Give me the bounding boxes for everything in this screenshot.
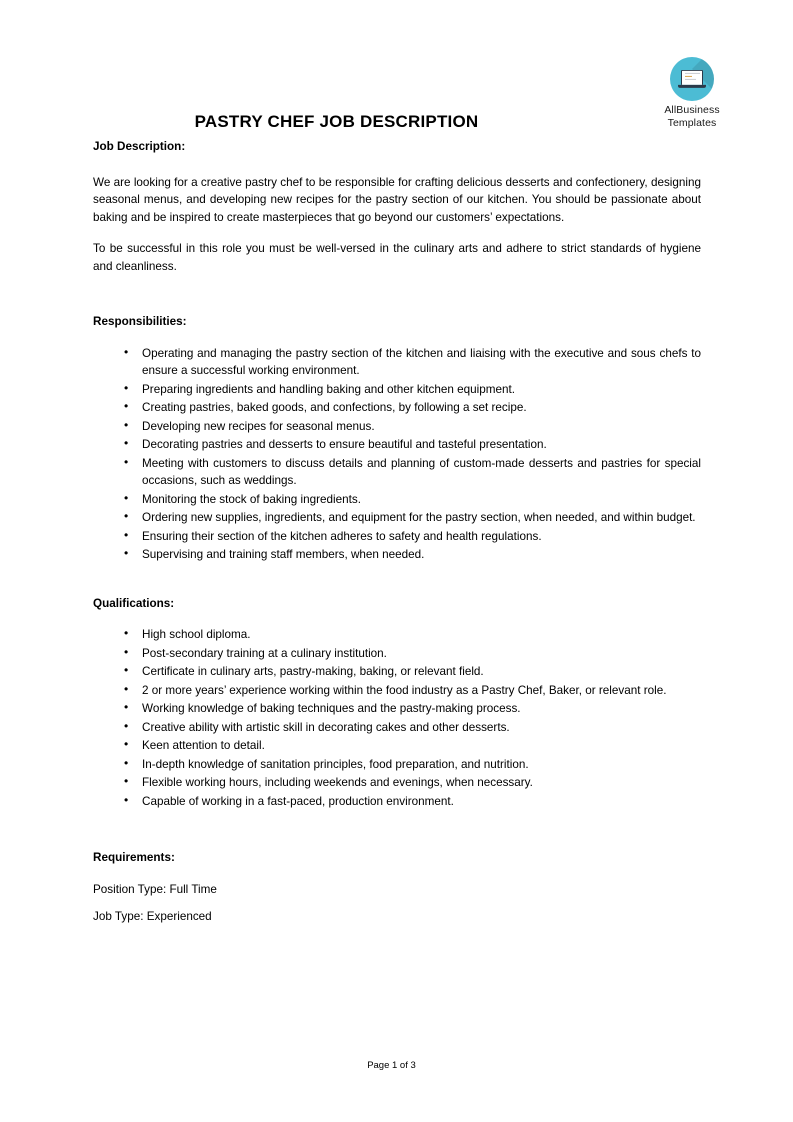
qualifications-list: [93, 626, 701, 810]
laptop-glyph: [678, 70, 706, 88]
list-item: • Post-secondary training at a culinary institution.: [93, 645, 701, 663]
job-description-paragraph-2: To be successful in this role you must be well-versed in the culinary arts and adhere to strict standards of hygiene and cleanliness.: [93, 242, 701, 273]
laptop-screen-line-3: [685, 79, 697, 80]
list-item: • Operating and managing the pastry section of the kitchen and liaising with the executive and sous chefs to ensure a successful working environment.: [93, 345, 701, 380]
list-item: • Ensuring their section of the kitchen adheres to safety and health regulations.: [93, 528, 701, 546]
list-item: • Decorating pastries and desserts to ensure beautiful and tasteful presentation.: [93, 436, 701, 454]
document-body: [93, 138, 701, 926]
list-item: • 2 or more years’ experience working within the food industry as a Pastry Chef, Baker, or relevant role.: [93, 682, 701, 700]
list-item: • Flexible working hours, including weekends and evenings, when necessary.: [93, 774, 701, 792]
list-item: • Working knowledge of baking techniques and the pastry-making process.: [93, 700, 701, 718]
laptop-screen-line-1: [685, 73, 700, 74]
list-item: • Developing new recipes for seasonal menus.: [93, 418, 701, 436]
list-item: • Ordering new supplies, ingredients, and equipment for the pastry section, when needed, and within budget.: [93, 509, 701, 527]
list-item: • Keen attention to detail.: [93, 737, 701, 755]
list-item: • Creating pastries, baked goods, and confections, by following a set recipe.: [93, 399, 701, 417]
list-item: • In-depth knowledge of sanitation principles, food preparation, and nutrition.: [93, 756, 701, 774]
requirement-job-type: Job Type: Experienced: [93, 910, 212, 923]
logo-text-line-2: Templates: [667, 116, 717, 129]
section-heading-job-description: Job Description:: [93, 140, 186, 153]
section-heading-responsibilities: Responsibilities:: [93, 315, 187, 328]
page-title: PASTRY CHEF JOB DESCRIPTION: [194, 112, 479, 131]
section-heading-qualifications: Qualifications:: [93, 596, 175, 610]
list-item: • Creative ability with artistic skill in decorating cakes and other desserts.: [93, 719, 701, 737]
laptop-screen: [681, 70, 703, 85]
page-footer: Page 1 of 3: [367, 1060, 416, 1071]
requirement-position-type: Position Type: Full Time: [93, 882, 217, 896]
list-item: • Capable of working in a fast-paced, production environment.: [93, 793, 701, 811]
logo-text-line-1: AllBusiness: [664, 104, 720, 116]
list-item: • Supervising and training staff members, when needed.: [93, 546, 701, 564]
section-heading-requirements: Requirements:: [93, 851, 175, 864]
list-item: • Certificate in culinary arts, pastry-making, baking, or relevant field.: [93, 663, 701, 681]
laptop-base: [678, 85, 706, 88]
list-item: • High school diploma.: [93, 626, 701, 644]
list-item: • Preparing ingredients and handling baking and other kitchen equipment.: [93, 381, 701, 399]
responsibilities-list: [93, 345, 701, 564]
laptop-screen-line-2: [685, 76, 693, 77]
list-item: • Monitoring the stock of baking ingredients.: [93, 491, 701, 509]
job-description-paragraph-1: We are looking for a creative pastry chef to be responsible for crafting delicious desserts and confectionery, designing seasonal menus, and developing new recipes for the pastry section of our kitchen. You should be passionate about baking and be inspired to create masterpieces that go beyond our customers’ expectations.: [93, 175, 701, 224]
list-item: • Meeting with customers to discuss details and planning of custom-made desserts and pastries for special occasions, such as weddings.: [93, 455, 701, 490]
laptop-icon: [670, 57, 714, 101]
